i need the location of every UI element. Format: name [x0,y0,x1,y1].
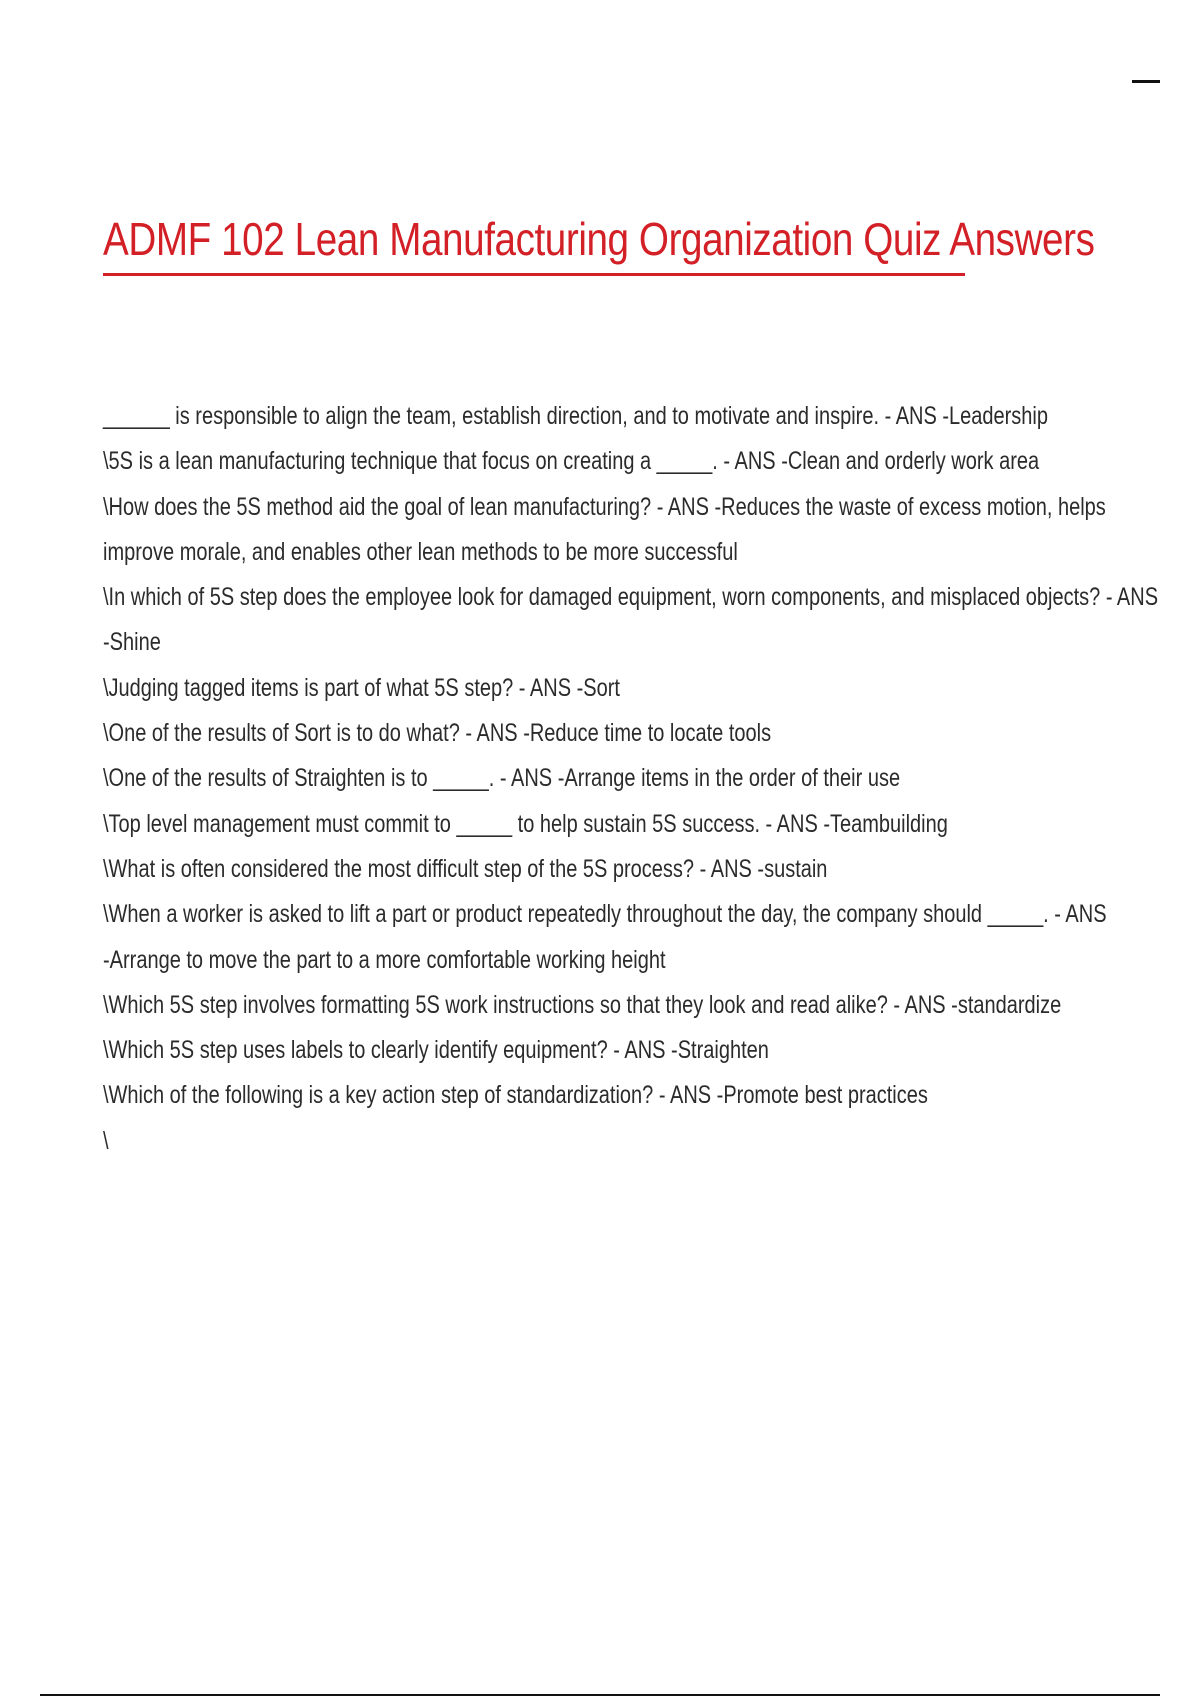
qa-line: \Which 5S step involves formatting 5S work instructions so that they look and read alike? - ANS -standardize [103,990,1062,1019]
page-bottom-rule [40,1694,1160,1696]
qa-line: ______ is responsible to align the team, establish direction, and to motivate and inspire. - ANS -Leadership [103,402,1048,430]
qa-line: \Top level management must commit to _____ to help sustain 5S success. - ANS -Teambuilding [103,809,948,838]
qa-list [103,394,1159,1164]
qa-line: \5S is a lean manufacturing technique that focus on creating a _____. - ANS -Clean and orderly work area [103,447,1040,476]
qa-line: \What is often considered the most difficult step of the 5S process? - ANS -sustain [103,854,828,883]
title-underline [103,273,965,276]
qa-line: \Which of the following is a key action step of standardization? - ANS -Promote best practices [103,1081,928,1110]
qa-line: \One of the results of Sort is to do what? - ANS -Reduce time to locate tools [103,719,772,748]
qa-line: \ [103,1126,109,1155]
qa-line: \Judging tagged items is part of what 5S step? - ANS -Sort [103,673,620,702]
qa-line: \Which 5S step uses labels to clearly identify equipment? - ANS -Straighten [103,1036,769,1065]
qa-line: \How does the 5S method aid the goal of lean manufacturing? - ANS -Reduces the waste of excess motion, helps [103,492,1106,521]
qa-line: -Shine [103,628,161,657]
qa-line: \When a worker is asked to lift a part or product repeatedly throughout the day, the company should _____. - ANS [103,900,1107,929]
qa-line: \In which of 5S step does the employee look for damaged equipment, worn components, and misplaced objects? - ANS [103,583,1159,612]
qa-line: -Arrange to move the part to a more comfortable working height [103,945,666,974]
qa-line: improve morale, and enables other lean methods to be more successful [103,537,738,566]
document-title: ADMF 102 Lean Manufacturing Organization Quiz Answers [103,213,1095,265]
page-corner-dash [1132,80,1160,83]
qa-line: \One of the results of Straighten is to _____. - ANS -Arrange items in the order of their use [103,764,901,793]
